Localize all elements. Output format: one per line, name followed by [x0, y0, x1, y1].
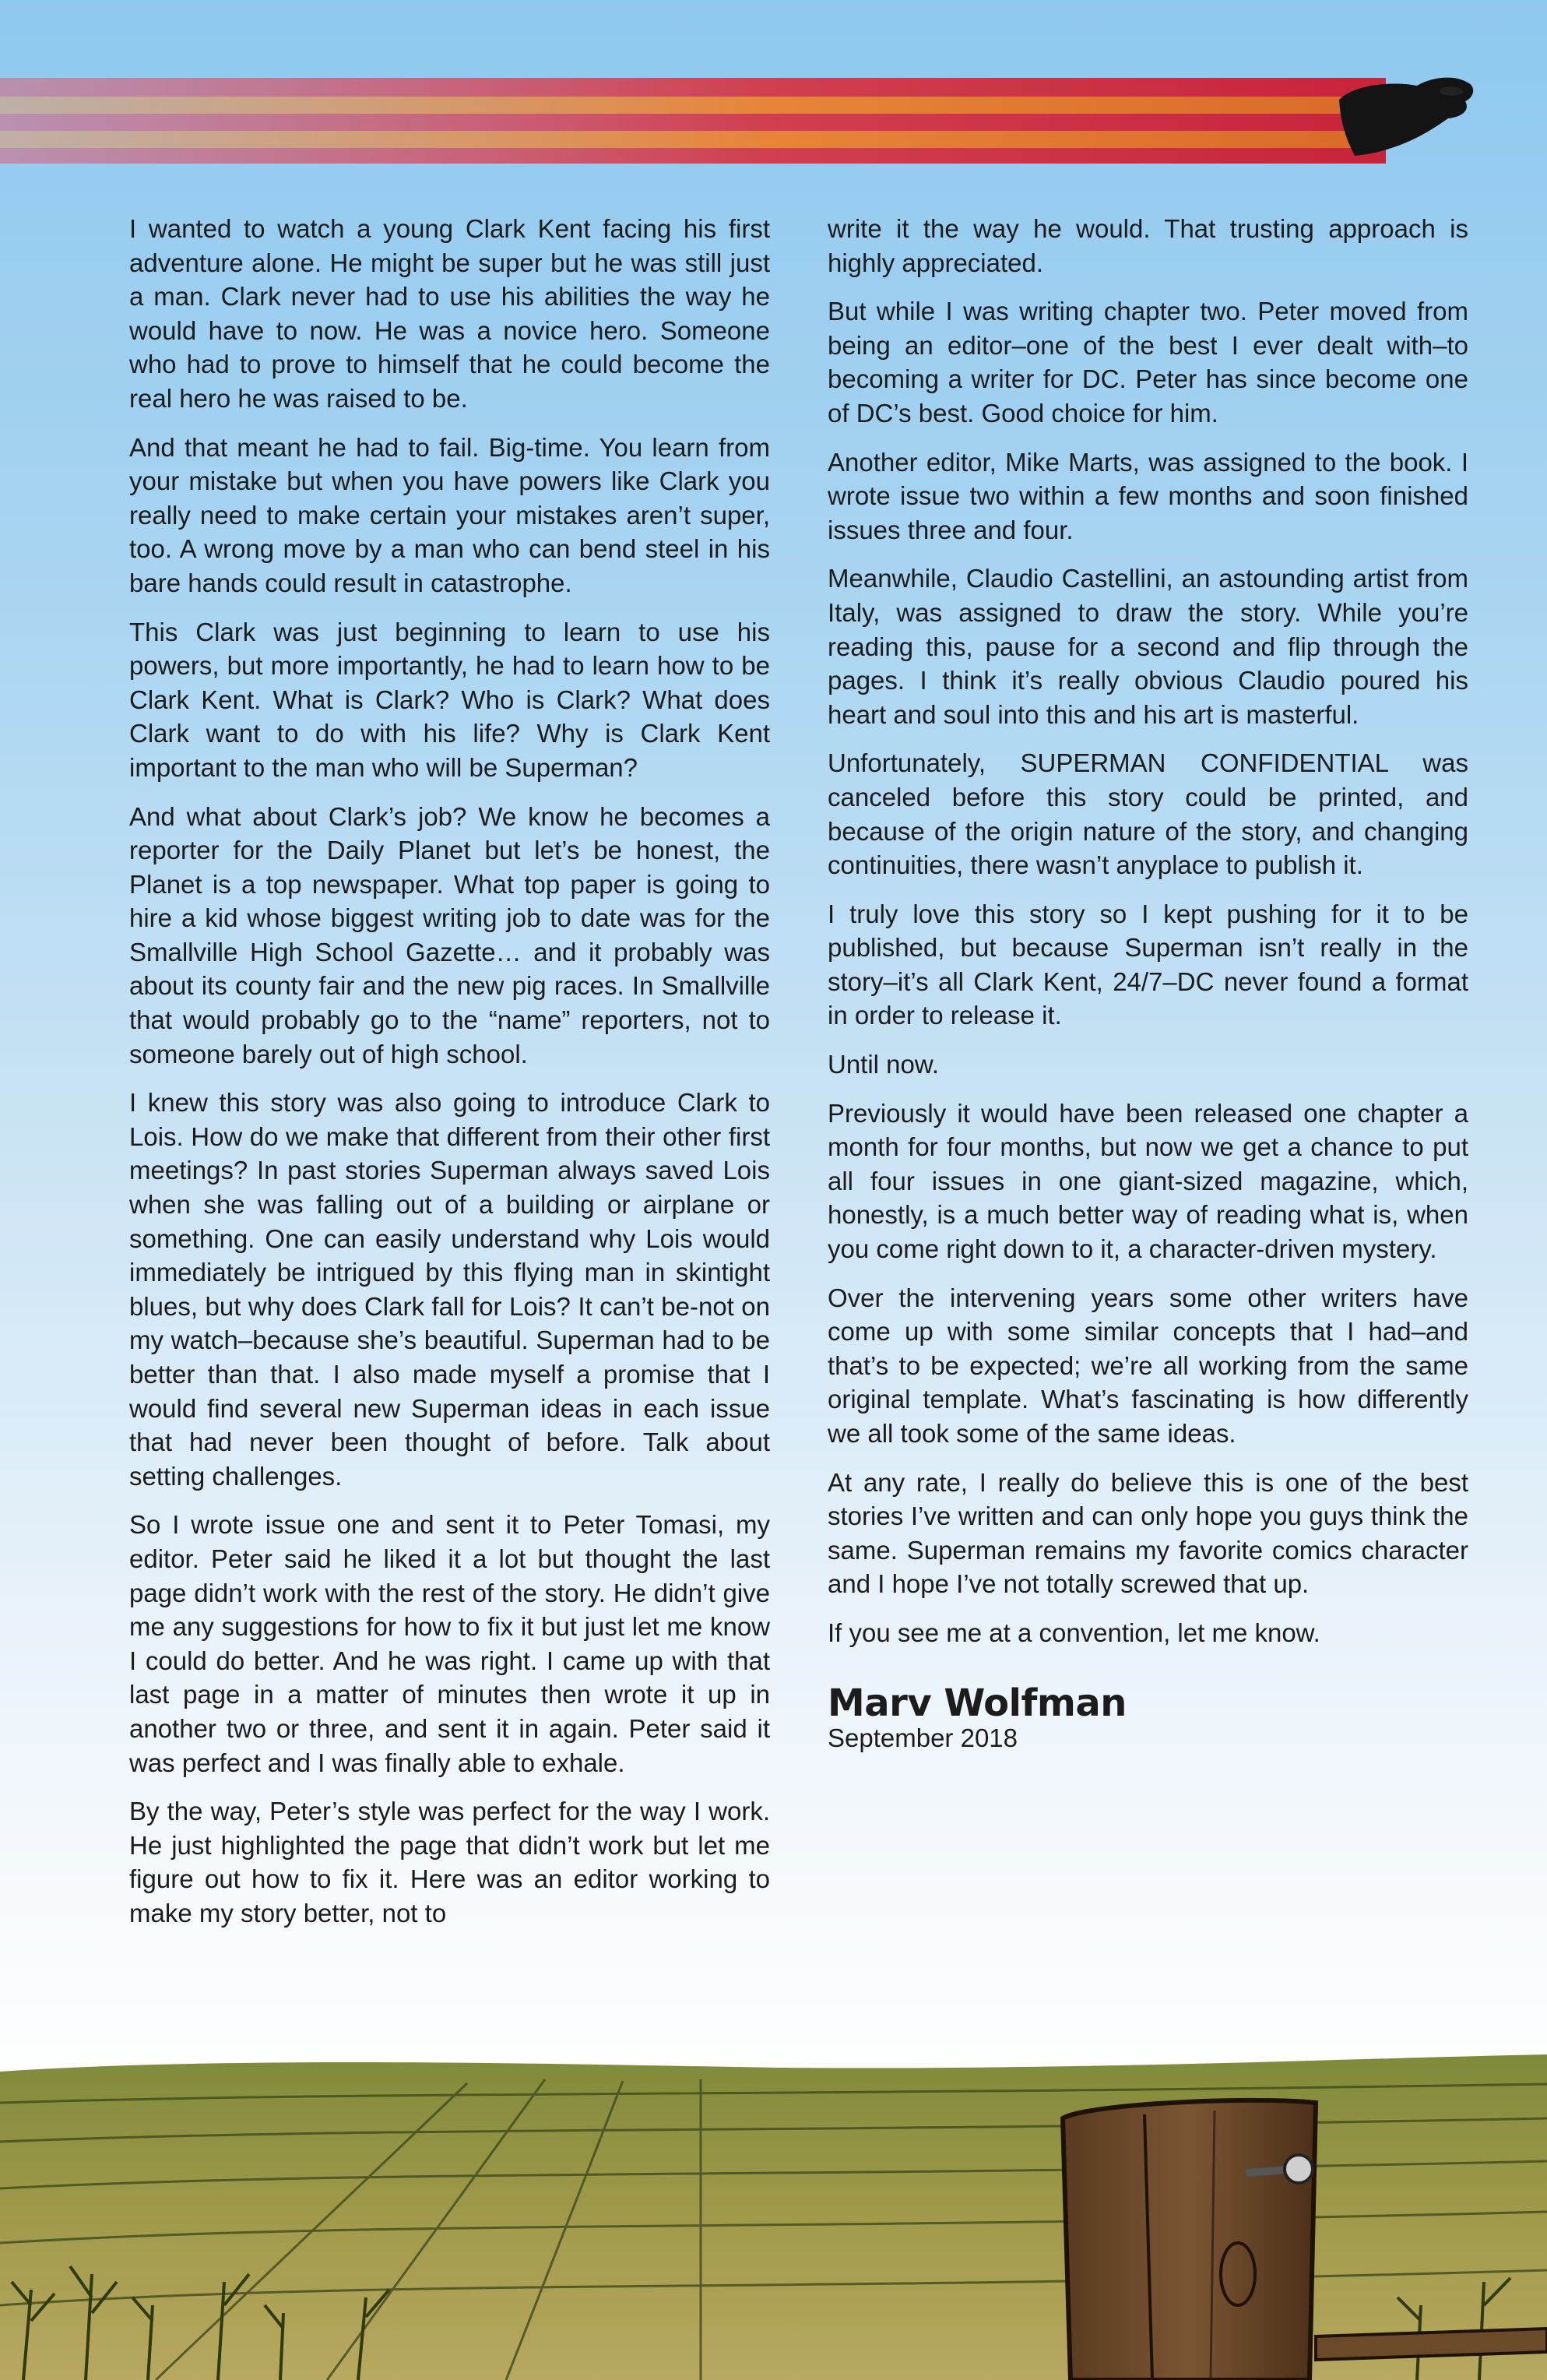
paragraph: And that meant he had to fail. Big-time. You learn from your mistake but when you have powers like Clark you really need to make certain your mistakes aren’t super, too. A wrong move by a man who can bend steel in his bare hands could result in catastrophe. [129, 432, 770, 597]
red-streak-top [0, 78, 1386, 97]
paragraph: Previously it would have been released one chapter a month for four months, but now we get a chance to put all four issues in one giant-sized magazine, which, honestly, is a much better way of reading what is, when you come right down to it, a character-driven mystery. [828, 1098, 1468, 1264]
paragraph: So I wrote issue one and sent it to Peter Tomasi, my editor. Peter said he liked it a lot but thought the last page didn’t work with the rest of the story. He didn’t give me any suggestions for how to fix it but just let me know I could do better. And he was right. I came up with that last page in a matter of minutes then wrote it up in another two or three, and sent it in again. Peter said it was perfect and I was finally able to exhale. [129, 1510, 770, 1777]
paragraph: By the way, Peter’s style was perfect for the way I work. He just highlighted the page that didn’t work but let me figure out how to fix it. Here was an editor working to make my story better, not to [129, 1797, 770, 1928]
paragraph: Over the intervening years some other writers have come up with some similar concepts that I had–and that’s to be expected; we’re all working from the same original template. What’s fascinating is how differently we all took some of the same ideas. [828, 1283, 1468, 1448]
paragraph: This Clark was just beginning to learn to use his powers, but more importantly, he had to learn how to be Clark Kent. What is Clark? Who is Clark? What does Clark want to do with his life? Why is Clark Kent important to the man who will be Superman? [129, 617, 770, 782]
paragraph: write it the way he would. That trusting approach is highly appreciated. [828, 214, 1468, 277]
red-streak-middle [0, 114, 1386, 131]
paragraph: Another editor, Mike Marts, was assigned to the book. I wrote issue two within a few months and soon finished issues three and four. [828, 447, 1468, 544]
header-streaks [0, 70, 1547, 179]
article-column-right [828, 212, 1468, 1753]
paragraph: I knew this story was also going to introduce Clark to Lois. How do we make that different from their other first meetings? In past stories Superman always saved Lois when she was falling out of a building or airplane or something. One can easily understand why Lois would immediately be intrigued by this flying man in skintight blues, but why does Clark fall for Lois? It can’t be-not on my watch–because she’s beautiful. Superman had to be better than that. I also made myself a promise that I would find several new Superman ideas in each issue that had never been thought of before. Talk about setting challenges. [129, 1088, 770, 1491]
paragraph: At any rate, I really do believe this is one of the best stories I’ve written and can only hope you guys think the same. Superman remains my favorite comics character and I hope I’ve not totally screwed that up. [828, 1467, 1468, 1599]
article-column-left [129, 212, 770, 1945]
paragraph: I truly love this story so I kept pushing for it to be published, but because Superman isn’t really in the story–it’s all Clark Kent, 24/7–DC never found a format in order to release it. [828, 899, 1468, 1030]
paragraph: And what about Clark’s job? We know he becomes a reporter for the Daily Planet but let’s be honest, the Planet is a top newspaper. What top paper is going to hire a kid whose biggest writing job to date was for the Smallville High School Gazette… and it probably was about its county fair and the new pig races. In Smallville that would probably go to the “name” reporters, not to someone barely out of high school. [129, 801, 770, 1069]
cornfield-illustration [0, 2009, 1547, 2380]
signature-date: September 2018 [828, 1723, 1018, 1752]
red-streak-bottom [0, 148, 1386, 164]
orange-streak-bottom [0, 131, 1386, 148]
superman-silhouette-icon [1339, 78, 1473, 156]
paragraph: Until now. [828, 1050, 940, 1079]
author-signature: Marv Wolfman [828, 1681, 1127, 1725]
fence-post-icon [1063, 2100, 1316, 2380]
paragraph: If you see me at a convention, let me know. [828, 1618, 1320, 1647]
orange-streak-top [0, 97, 1386, 114]
paragraph: But while I was writing chapter two. Peter moved from being an editor–one of the best I ever dealt with–to becoming a writer for DC. Peter has since become one of DC’s best. Good choice for him. [828, 297, 1468, 428]
paragraph: I wanted to watch a young Clark Kent facing his first adventure alone. He might be super but he was still just a man. Clark never had to use his abilities the way he would have to now. He was a novice hero. Someone who had to prove to himself that he could become the real hero he was raised to be. [129, 214, 770, 413]
paragraph: Meanwhile, Claudio Castellini, an astounding artist from Italy, was assigned to draw the story. While you’re reading this, pause for a second and flip through the pages. I think it’s really obvious Claudio poured his heart and soul into this and his art is masterful. [828, 564, 1468, 729]
paragraph: Unfortunately, SUPERMAN CONFIDENTIAL was canceled before this story could be printed, and because of the origin nature of the story, and changing continuities, there wasn’t anyplace to publish it. [828, 748, 1468, 880]
